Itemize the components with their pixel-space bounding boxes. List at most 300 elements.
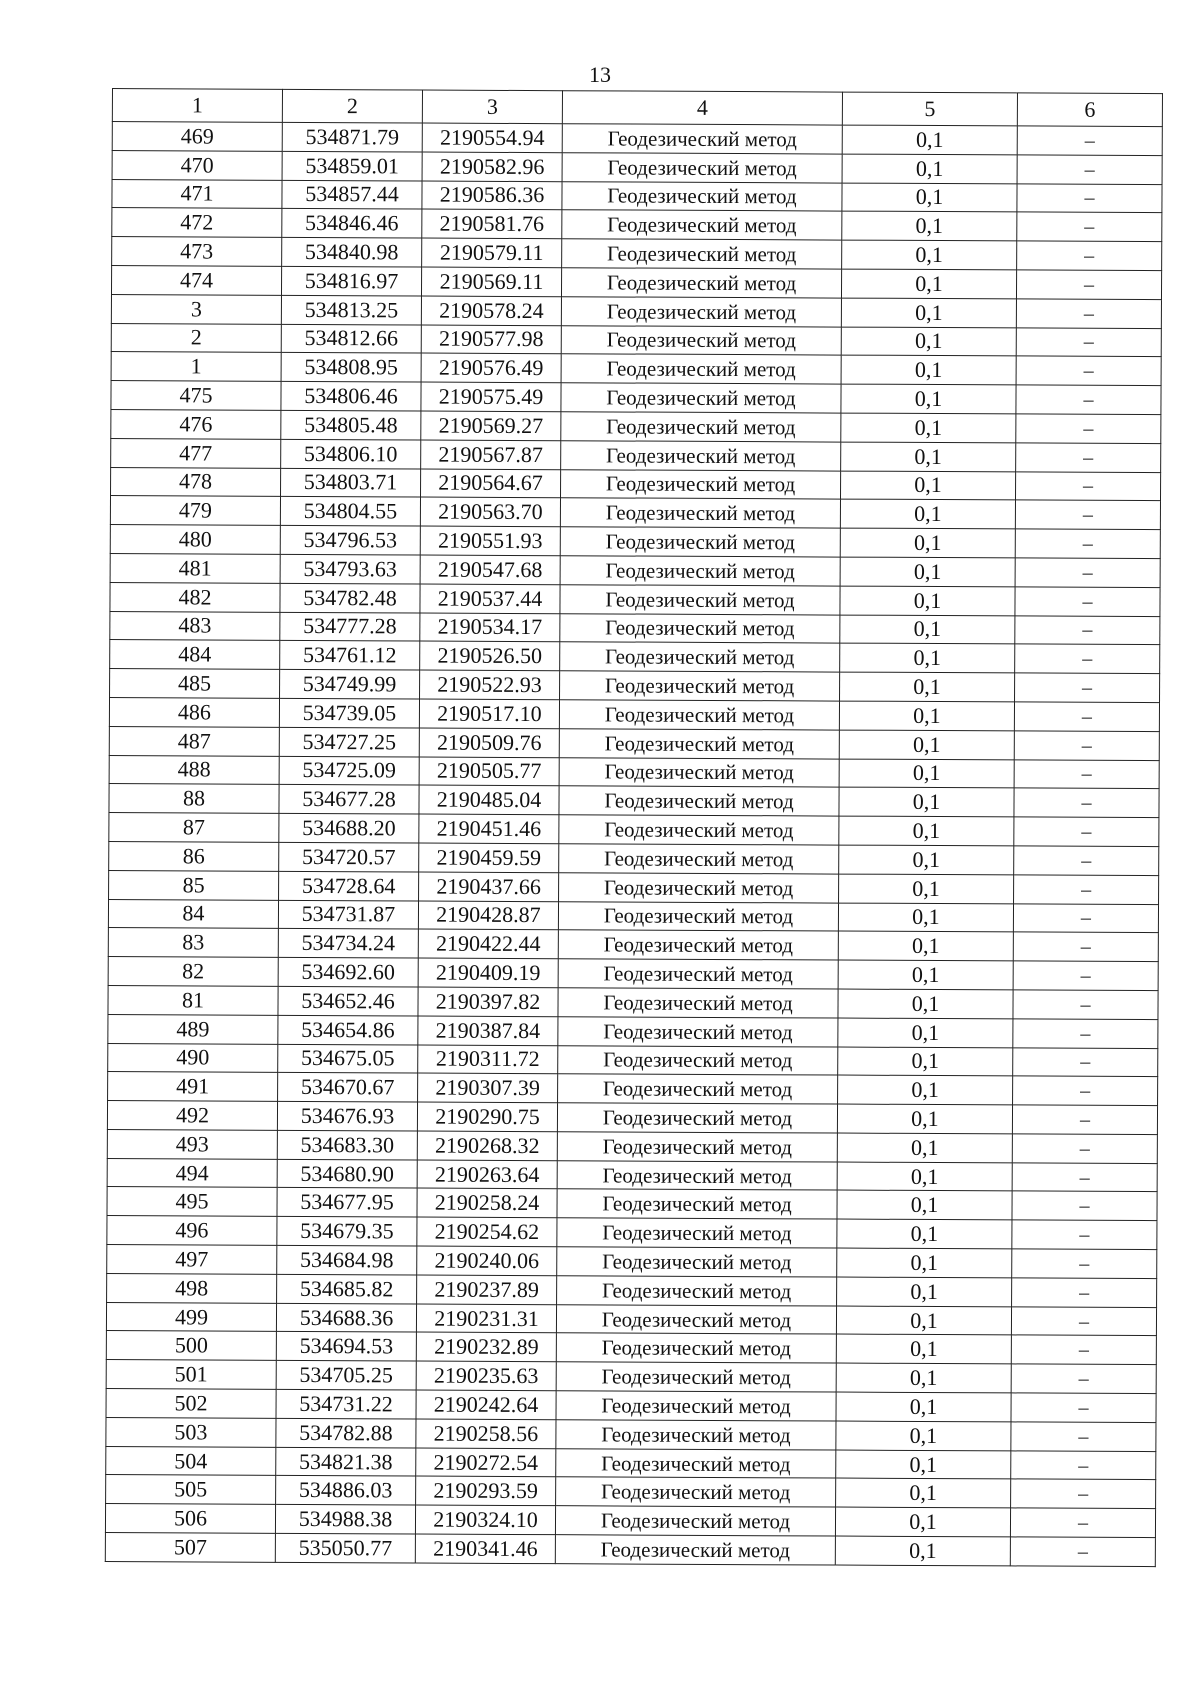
x-coordinate-cell: 534857.44 <box>282 180 422 209</box>
y-coordinate-cell: 2190586.36 <box>422 181 562 210</box>
note-cell: – <box>1011 1479 1156 1509</box>
note-cell: – <box>1017 155 1162 185</box>
method-cell: Геодезический метод <box>562 181 842 211</box>
point-number-cell: 490 <box>108 1043 278 1073</box>
method-cell: Геодезический метод <box>561 440 841 470</box>
y-coordinate-cell: 2190581.76 <box>422 209 562 238</box>
x-coordinate-cell: 534731.87 <box>278 900 418 929</box>
point-number-cell: 480 <box>110 525 280 555</box>
accuracy-cell: 0,1 <box>836 1392 1011 1422</box>
note-cell: – <box>1017 241 1162 271</box>
y-coordinate-cell: 2190569.27 <box>421 411 561 440</box>
note-cell: – <box>1010 1537 1155 1567</box>
method-cell: Геодезический метод <box>562 124 842 154</box>
accuracy-cell: 0,1 <box>840 499 1015 529</box>
column-header: 3 <box>422 90 562 124</box>
y-coordinate-cell: 2190397.82 <box>418 987 558 1016</box>
point-number-cell: 81 <box>108 985 278 1015</box>
x-coordinate-cell: 534652.46 <box>278 986 418 1015</box>
method-cell: Геодезический метод <box>556 1391 836 1421</box>
note-cell: – <box>1015 615 1160 645</box>
y-coordinate-cell: 2190534.17 <box>420 613 560 642</box>
method-cell: Геодезический метод <box>561 469 841 499</box>
y-coordinate-cell: 2190537.44 <box>420 584 560 613</box>
point-number-cell: 477 <box>111 438 281 468</box>
x-coordinate-cell: 534796.53 <box>280 525 420 554</box>
method-cell: Геодезический метод <box>557 1160 837 1190</box>
y-coordinate-cell: 2190567.87 <box>421 440 561 469</box>
y-coordinate-cell: 2190563.70 <box>420 497 560 526</box>
accuracy-cell: 0,1 <box>841 327 1016 357</box>
accuracy-cell: 0,1 <box>836 1421 1011 1451</box>
accuracy-cell: 0,1 <box>838 1018 1013 1048</box>
point-number-cell: 476 <box>111 409 281 439</box>
note-cell: – <box>1014 817 1159 847</box>
y-coordinate-cell: 2190505.77 <box>419 757 559 786</box>
method-cell: Геодезический метод <box>558 1074 838 1104</box>
point-number-cell: 85 <box>109 870 279 900</box>
x-coordinate-cell: 534739.05 <box>279 698 419 727</box>
point-number-cell: 83 <box>108 928 278 958</box>
note-cell: – <box>1017 212 1162 242</box>
point-number-cell: 481 <box>110 553 280 583</box>
x-coordinate-cell: 534688.20 <box>279 813 419 842</box>
method-cell: Геодезический метод <box>559 786 839 816</box>
method-cell: Геодезический метод <box>561 268 841 298</box>
y-coordinate-cell: 2190551.93 <box>420 526 560 555</box>
method-cell: Геодезический метод <box>560 584 840 614</box>
note-cell: – <box>1013 1019 1158 1049</box>
method-cell: Геодезический метод <box>558 930 838 960</box>
y-coordinate-cell: 2190258.56 <box>416 1419 556 1448</box>
y-coordinate-cell: 2190293.59 <box>416 1476 556 1505</box>
y-coordinate-cell: 2190232.89 <box>416 1332 556 1361</box>
point-number-cell: 470 <box>112 150 282 180</box>
y-coordinate-cell: 2190459.59 <box>419 843 559 872</box>
note-cell: – <box>1011 1335 1156 1365</box>
method-cell: Геодезический метод <box>560 671 840 701</box>
method-cell: Геодезический метод <box>562 239 842 269</box>
x-coordinate-cell: 534812.66 <box>281 324 421 353</box>
x-coordinate-cell: 534683.30 <box>277 1130 417 1159</box>
point-number-cell: 497 <box>107 1245 277 1275</box>
point-number-cell: 473 <box>112 237 282 267</box>
point-number-cell: 2 <box>111 323 281 353</box>
point-number-cell: 84 <box>108 899 278 929</box>
y-coordinate-cell: 2190409.19 <box>418 958 558 987</box>
method-cell: Геодезический метод <box>559 700 839 730</box>
accuracy-cell: 0,1 <box>836 1450 1011 1480</box>
method-cell: Геодезический метод <box>557 1132 837 1162</box>
x-coordinate-cell: 534677.28 <box>279 785 419 814</box>
note-cell: – <box>1016 356 1161 386</box>
note-cell: – <box>1013 961 1158 991</box>
note-cell: – <box>1013 1076 1158 1106</box>
accuracy-cell: 0,1 <box>839 874 1014 904</box>
point-number-cell: 493 <box>107 1129 277 1159</box>
note-cell: – <box>1012 1220 1157 1250</box>
x-coordinate-cell: 534694.53 <box>276 1332 416 1361</box>
method-cell: Геодезический метод <box>561 383 841 413</box>
accuracy-cell: 0,1 <box>836 1363 1011 1393</box>
point-number-cell: 485 <box>110 669 280 699</box>
point-number-cell: 472 <box>112 208 282 238</box>
x-coordinate-cell: 534725.09 <box>279 756 419 785</box>
x-coordinate-cell: 534886.03 <box>276 1476 416 1505</box>
method-cell: Геодезический метод <box>558 988 838 1018</box>
accuracy-cell: 0,1 <box>835 1536 1010 1566</box>
method-cell: Геодезический метод <box>557 1218 837 1248</box>
y-coordinate-cell: 2190509.76 <box>419 728 559 757</box>
x-coordinate-cell: 534859.01 <box>282 151 422 180</box>
accuracy-cell: 0,1 <box>837 1277 1012 1307</box>
x-coordinate-cell: 534728.64 <box>279 871 419 900</box>
accuracy-cell: 0,1 <box>839 730 1014 760</box>
accuracy-cell: 0,1 <box>837 1133 1012 1163</box>
point-number-cell: 486 <box>109 697 279 727</box>
method-cell: Геодезический метод <box>556 1477 836 1507</box>
y-coordinate-cell: 2190485.04 <box>419 785 559 814</box>
point-number-cell: 482 <box>110 582 280 612</box>
point-number-cell: 82 <box>108 957 278 987</box>
note-cell: – <box>1013 1047 1158 1077</box>
method-cell: Геодезический метод <box>560 498 840 528</box>
x-coordinate-cell: 534692.60 <box>278 957 418 986</box>
accuracy-cell: 0,1 <box>838 931 1013 961</box>
x-coordinate-cell: 534705.25 <box>276 1361 416 1390</box>
method-cell: Геодезический метод <box>562 152 842 182</box>
note-cell: – <box>1016 328 1161 358</box>
note-cell: – <box>1013 903 1158 933</box>
x-coordinate-cell: 534685.82 <box>277 1274 417 1303</box>
y-coordinate-cell: 2190268.32 <box>417 1131 557 1160</box>
point-number-cell: 474 <box>111 265 281 295</box>
x-coordinate-cell: 534988.38 <box>275 1505 415 1534</box>
point-number-cell: 483 <box>110 611 280 641</box>
method-cell: Геодезический метод <box>558 959 838 989</box>
method-cell: Геодезический метод <box>555 1506 835 1536</box>
x-coordinate-cell: 534727.25 <box>279 727 419 756</box>
point-number-cell: 475 <box>111 381 281 411</box>
y-coordinate-cell: 2190576.49 <box>421 353 561 382</box>
point-number-cell: 496 <box>107 1216 277 1246</box>
point-number-cell: 478 <box>111 467 281 497</box>
method-cell: Геодезический метод <box>557 1247 837 1277</box>
x-coordinate-cell: 534675.05 <box>278 1044 418 1073</box>
note-cell: – <box>1013 990 1158 1020</box>
accuracy-cell: 0,1 <box>836 1479 1011 1509</box>
accuracy-cell: 0,1 <box>835 1507 1010 1537</box>
method-cell: Геодезический метод <box>561 354 841 384</box>
y-coordinate-cell: 2190387.84 <box>418 1016 558 1045</box>
y-coordinate-cell: 2190579.11 <box>422 238 562 267</box>
accuracy-cell: 0,1 <box>842 240 1017 270</box>
coordinates-table-container <box>105 88 1163 1567</box>
x-coordinate-cell: 535050.77 <box>275 1533 415 1562</box>
note-cell: – <box>1012 1278 1157 1308</box>
note-cell: – <box>1015 558 1160 588</box>
accuracy-cell: 0,1 <box>841 384 1016 414</box>
method-cell: Геодезический метод <box>559 844 839 874</box>
accuracy-cell: 0,1 <box>839 787 1014 817</box>
point-number-cell: 88 <box>109 784 279 814</box>
y-coordinate-cell: 2190522.93 <box>420 670 560 699</box>
x-coordinate-cell: 534793.63 <box>280 554 420 583</box>
table-row <box>105 1533 1155 1567</box>
x-coordinate-cell: 534731.22 <box>276 1389 416 1418</box>
accuracy-cell: 0,1 <box>841 298 1016 328</box>
x-coordinate-cell: 534816.97 <box>281 266 421 295</box>
point-number-cell: 504 <box>106 1446 276 1476</box>
point-number-cell: 492 <box>107 1101 277 1131</box>
accuracy-cell: 0,1 <box>837 1162 1012 1192</box>
table-header <box>112 89 1162 127</box>
note-cell: – <box>1015 529 1160 559</box>
x-coordinate-cell: 534654.86 <box>278 1015 418 1044</box>
y-coordinate-cell: 2190582.96 <box>422 152 562 181</box>
x-coordinate-cell: 534840.98 <box>282 238 422 267</box>
method-cell: Геодезический метод <box>561 296 841 326</box>
method-cell: Геодезический метод <box>558 1045 838 1075</box>
note-cell: – <box>1017 184 1162 214</box>
accuracy-cell: 0,1 <box>838 989 1013 1019</box>
column-header: 5 <box>842 92 1017 126</box>
note-cell: – <box>1016 443 1161 473</box>
accuracy-cell: 0,1 <box>836 1306 1011 1336</box>
accuracy-cell: 0,1 <box>840 471 1015 501</box>
x-coordinate-cell: 534782.48 <box>280 583 420 612</box>
method-cell: Геодезический метод <box>561 325 841 355</box>
point-number-cell: 507 <box>105 1533 275 1563</box>
method-cell: Геодезический метод <box>559 757 839 787</box>
y-coordinate-cell: 2190577.98 <box>421 325 561 354</box>
method-cell: Геодезический метод <box>559 872 839 902</box>
point-number-cell: 488 <box>109 755 279 785</box>
accuracy-cell: 0,1 <box>842 211 1017 241</box>
note-cell: – <box>1015 471 1160 501</box>
note-cell: – <box>1016 299 1161 329</box>
accuracy-cell: 0,1 <box>840 557 1015 587</box>
point-number-cell: 500 <box>106 1331 276 1361</box>
note-cell: – <box>1015 644 1160 674</box>
x-coordinate-cell: 534720.57 <box>279 842 419 871</box>
y-coordinate-cell: 2190575.49 <box>421 382 561 411</box>
x-coordinate-cell: 534688.36 <box>276 1303 416 1332</box>
note-cell: – <box>1014 702 1159 732</box>
y-coordinate-cell: 2190242.64 <box>416 1390 556 1419</box>
note-cell: – <box>1011 1451 1156 1481</box>
x-coordinate-cell: 534677.95 <box>277 1188 417 1217</box>
note-cell: – <box>1011 1307 1156 1337</box>
x-coordinate-cell: 534803.71 <box>281 468 421 497</box>
accuracy-cell: 0,1 <box>840 672 1015 702</box>
y-coordinate-cell: 2190578.24 <box>421 296 561 325</box>
y-coordinate-cell: 2190237.89 <box>417 1275 557 1304</box>
note-cell: – <box>1014 788 1159 818</box>
note-cell: – <box>1012 1163 1157 1193</box>
y-coordinate-cell: 2190428.87 <box>418 901 558 930</box>
accuracy-cell: 0,1 <box>839 845 1014 875</box>
x-coordinate-cell: 534679.35 <box>277 1217 417 1246</box>
x-coordinate-cell: 534813.25 <box>281 295 421 324</box>
point-number-cell: 503 <box>106 1417 276 1447</box>
y-coordinate-cell: 2190258.24 <box>417 1188 557 1217</box>
column-header: 2 <box>282 89 422 123</box>
point-number-cell: 505 <box>106 1475 276 1505</box>
page-number: 13 <box>589 62 611 87</box>
y-coordinate-cell: 2190547.68 <box>420 555 560 584</box>
method-cell: Геодезический метод <box>557 1189 837 1219</box>
point-number-cell: 502 <box>106 1389 276 1419</box>
y-coordinate-cell: 2190437.66 <box>419 872 559 901</box>
y-coordinate-cell: 2190290.75 <box>417 1102 557 1131</box>
note-cell: – <box>1012 1191 1157 1221</box>
x-coordinate-cell: 534846.46 <box>282 209 422 238</box>
x-coordinate-cell: 534805.48 <box>281 410 421 439</box>
note-cell: – <box>1015 500 1160 530</box>
method-cell: Геодезический метод <box>561 412 841 442</box>
y-coordinate-cell: 2190451.46 <box>419 814 559 843</box>
method-cell: Геодезический метод <box>557 1103 837 1133</box>
method-cell: Геодезический метод <box>559 728 839 758</box>
x-coordinate-cell: 534680.90 <box>277 1159 417 1188</box>
point-number-cell: 491 <box>108 1072 278 1102</box>
y-coordinate-cell: 2190263.64 <box>417 1160 557 1189</box>
y-coordinate-cell: 2190254.62 <box>417 1217 557 1246</box>
note-cell: – <box>1010 1508 1155 1538</box>
accuracy-cell: 0,1 <box>838 903 1013 933</box>
point-number-cell: 3 <box>111 294 281 324</box>
note-cell: – <box>1015 587 1160 617</box>
point-number-cell: 506 <box>105 1504 275 1534</box>
x-coordinate-cell: 534871.79 <box>282 122 422 151</box>
x-coordinate-cell: 534684.98 <box>277 1245 417 1274</box>
note-cell: – <box>1016 414 1161 444</box>
note-cell: – <box>1016 270 1161 300</box>
y-coordinate-cell: 2190564.67 <box>421 469 561 498</box>
y-coordinate-cell: 2190272.54 <box>416 1448 556 1477</box>
point-number-cell: 1 <box>111 352 281 382</box>
x-coordinate-cell: 534806.10 <box>281 439 421 468</box>
accuracy-cell: 0,1 <box>842 154 1017 184</box>
note-cell: – <box>1011 1393 1156 1423</box>
accuracy-cell: 0,1 <box>841 355 1016 385</box>
x-coordinate-cell: 534804.55 <box>280 497 420 526</box>
note-cell: – <box>1015 673 1160 703</box>
method-cell: Геодезический метод <box>560 556 840 586</box>
x-coordinate-cell: 534777.28 <box>280 612 420 641</box>
point-number-cell: 479 <box>110 496 280 526</box>
method-cell: Геодезический метод <box>556 1333 836 1363</box>
x-coordinate-cell: 534676.93 <box>277 1101 417 1130</box>
point-number-cell: 86 <box>109 841 279 871</box>
accuracy-cell: 0,1 <box>840 643 1015 673</box>
method-cell: Геодезический метод <box>556 1448 836 1478</box>
point-number-cell: 87 <box>109 813 279 843</box>
x-coordinate-cell: 534761.12 <box>280 641 420 670</box>
accuracy-cell: 0,1 <box>837 1248 1012 1278</box>
table-body <box>105 122 1162 1567</box>
y-coordinate-cell: 2190324.10 <box>415 1505 555 1534</box>
method-cell: Геодезический метод <box>560 527 840 557</box>
accuracy-cell: 0,1 <box>838 1075 1013 1105</box>
method-cell: Геодезический метод <box>556 1304 836 1334</box>
method-cell: Геодезический метод <box>562 210 842 240</box>
point-number-cell: 495 <box>107 1187 277 1217</box>
method-cell: Геодезический метод <box>560 613 840 643</box>
note-cell: – <box>1011 1422 1156 1452</box>
method-cell: Геодезический метод <box>558 1016 838 1046</box>
note-cell: – <box>1014 875 1159 905</box>
accuracy-cell: 0,1 <box>838 960 1013 990</box>
accuracy-cell: 0,1 <box>839 759 1014 789</box>
method-cell: Геодезический метод <box>555 1535 835 1565</box>
point-number-cell: 501 <box>106 1360 276 1390</box>
y-coordinate-cell: 2190569.11 <box>421 267 561 296</box>
coordinates-table <box>105 88 1163 1567</box>
y-coordinate-cell: 2190240.06 <box>417 1246 557 1275</box>
method-cell: Геодезический метод <box>556 1420 836 1450</box>
y-coordinate-cell: 2190311.72 <box>418 1045 558 1074</box>
accuracy-cell: 0,1 <box>840 528 1015 558</box>
accuracy-cell: 0,1 <box>842 125 1017 155</box>
accuracy-cell: 0,1 <box>841 442 1016 472</box>
accuracy-cell: 0,1 <box>837 1104 1012 1134</box>
y-coordinate-cell: 2190341.46 <box>415 1534 555 1563</box>
point-number-cell: 498 <box>107 1273 277 1303</box>
note-cell: – <box>1011 1364 1156 1394</box>
accuracy-cell: 0,1 <box>839 701 1014 731</box>
y-coordinate-cell: 2190235.63 <box>416 1361 556 1390</box>
accuracy-cell: 0,1 <box>838 1047 1013 1077</box>
note-cell: – <box>1012 1249 1157 1279</box>
method-cell: Геодезический метод <box>557 1276 837 1306</box>
accuracy-cell: 0,1 <box>837 1191 1012 1221</box>
point-number-cell: 484 <box>110 640 280 670</box>
method-cell: Геодезический метод <box>556 1362 836 1392</box>
column-header: 1 <box>112 89 282 123</box>
x-coordinate-cell: 534749.99 <box>280 669 420 698</box>
note-cell: – <box>1013 932 1158 962</box>
point-number-cell: 499 <box>106 1302 276 1332</box>
point-number-cell: 487 <box>109 726 279 756</box>
note-cell: – <box>1014 759 1159 789</box>
accuracy-cell: 0,1 <box>840 586 1015 616</box>
accuracy-cell: 0,1 <box>841 269 1016 299</box>
accuracy-cell: 0,1 <box>837 1219 1012 1249</box>
note-cell: – <box>1012 1105 1157 1135</box>
note-cell: – <box>1012 1134 1157 1164</box>
point-number-cell: 489 <box>108 1014 278 1044</box>
y-coordinate-cell: 2190526.50 <box>420 641 560 670</box>
accuracy-cell: 0,1 <box>839 816 1014 846</box>
x-coordinate-cell: 534808.95 <box>281 353 421 382</box>
point-number-cell: 494 <box>107 1158 277 1188</box>
x-coordinate-cell: 534821.38 <box>276 1447 416 1476</box>
method-cell: Геодезический метод <box>559 815 839 845</box>
note-cell: – <box>1016 385 1161 415</box>
note-cell: – <box>1014 846 1159 876</box>
method-cell: Геодезический метод <box>560 642 840 672</box>
x-coordinate-cell: 534670.67 <box>278 1073 418 1102</box>
accuracy-cell: 0,1 <box>841 413 1016 443</box>
note-cell: – <box>1017 126 1162 156</box>
point-number-cell: 469 <box>112 122 282 152</box>
x-coordinate-cell: 534782.88 <box>276 1418 416 1447</box>
y-coordinate-cell: 2190307.39 <box>418 1073 558 1102</box>
note-cell: – <box>1014 731 1159 761</box>
y-coordinate-cell: 2190231.31 <box>416 1304 556 1333</box>
